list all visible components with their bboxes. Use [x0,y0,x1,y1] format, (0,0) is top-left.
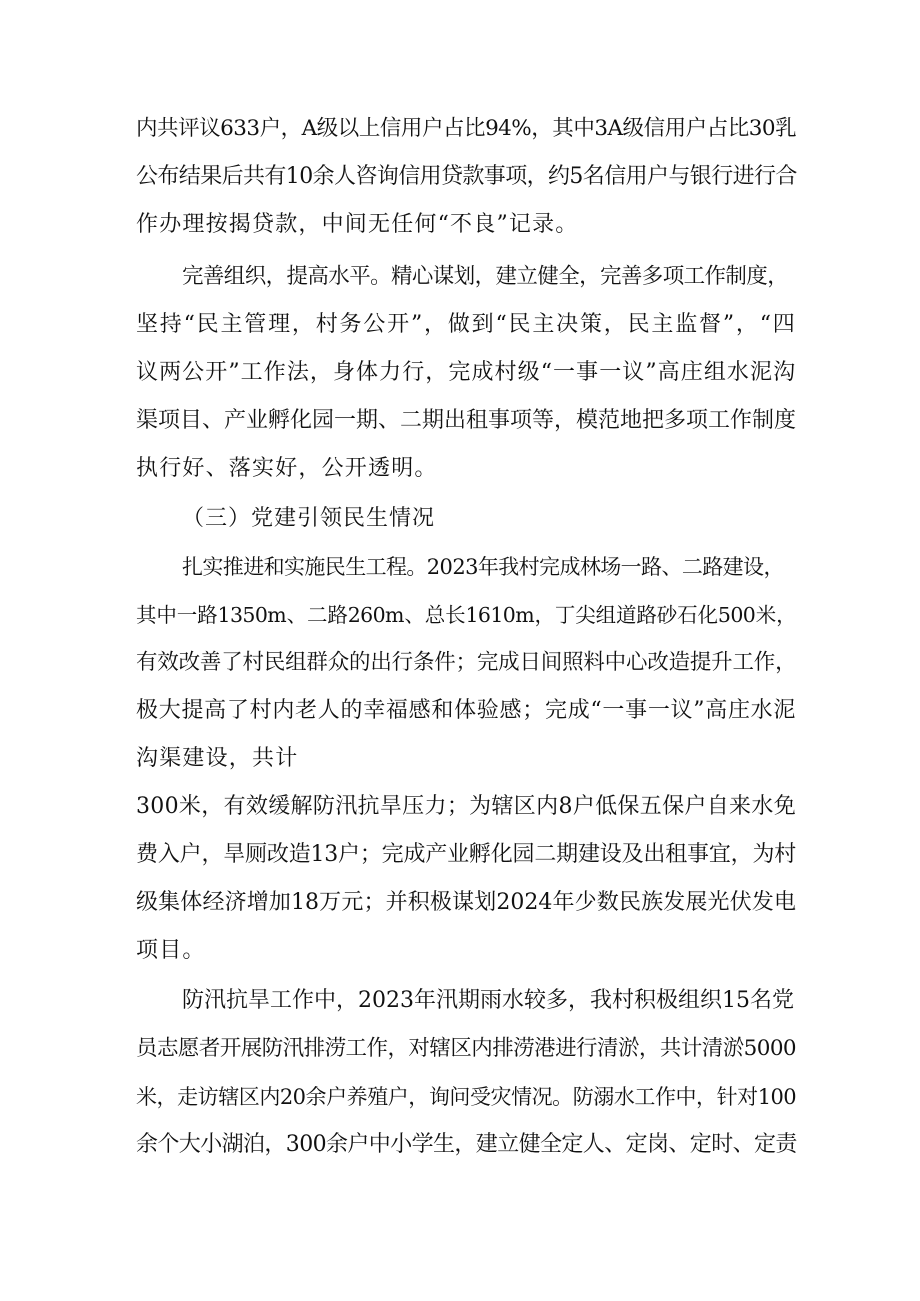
paragraph-4-line-3: 米，走访辖区内20余户养殖户，询问受灾情况。防溺水工作中，针对100 [136,1085,796,1109]
paragraph-2-line-4: 渠项目、产业孵化园一期、二期出租事项等，模范地把多项工作制度 [136,408,797,433]
paragraph-3-line-1: 扎实推进和实施民生工程。2023年我村完成林场一路、二路建设， [182,555,784,579]
paragraph-2-line-5: 执行好、落实好，公开透明。 [136,456,438,481]
paragraph-3-line-9: 项目。 [136,938,206,963]
paragraph-4-line-1: 防汛抗旱工作中，2023年汛期雨水较多，我村积极组织15名党 [182,988,794,1013]
paragraph-3-line-7: 费入户，旱厕改造13户；完成产业孵化园二期建设及出租事宜，为村 [136,842,796,867]
paragraph-3-line-8: 级集体经济增加18万元；并积极谋划2024年少数民族发展光伏发电 [136,890,796,915]
paragraph-3-line-4: 极大提高了村内老人的幸福感和体验感；完成“一事一议”高庄水泥 [136,698,796,723]
paragraph-1-line-2: 公布结果后共有10余人咨询信用贷款事项，约5名信用户与银行进行合 [136,164,797,189]
paragraph-2-line-2: 坚持“民主管理，村务公开”，做到“民主决策，民主监督”，“四 [136,312,796,337]
paragraph-2-line-1: 完善组织，提高水平。精心谋划，建立健全，完善多项工作制度， [182,264,789,289]
paragraph-1-line-1: 内共评议633户，A级以上信用户占比94%，其中3A级信用户占比30乳 [136,116,796,141]
paragraph-4-line-4: 余个大小湖泊，300余户中小学生，建立健全定人、定岗、定时、定责 [136,1132,797,1157]
paragraph-3-line-5: 沟渠建设，共计 [136,746,299,771]
paragraph-3-line-2: 其中一路1350m、二路260m、总长1610m，丁尖组道路砂石化500米， [136,603,796,627]
paragraph-2-line-3: 议两公开”工作法，身体力行，完成村级“一事一议”高庄组水泥沟 [136,360,796,385]
paragraph-1-line-3: 作办理按揭贷款，中间无任何“不良”记录。 [136,212,579,237]
paragraph-4-line-2: 员志愿者开展防汛排涝工作，对辖区内排涝港进行清淤，共计清淤5000 [136,1036,796,1061]
paragraph-3-line-3: 有效改善了村民组群众的出行条件；完成日间照料中心改造提升工作， [136,650,796,675]
section-heading: （三）党建引领民生情况 [182,506,436,531]
paragraph-3-line-6: 300米，有效缓解防汛抗旱压力；为辖区内8户低保五保户自来水免 [136,794,796,819]
